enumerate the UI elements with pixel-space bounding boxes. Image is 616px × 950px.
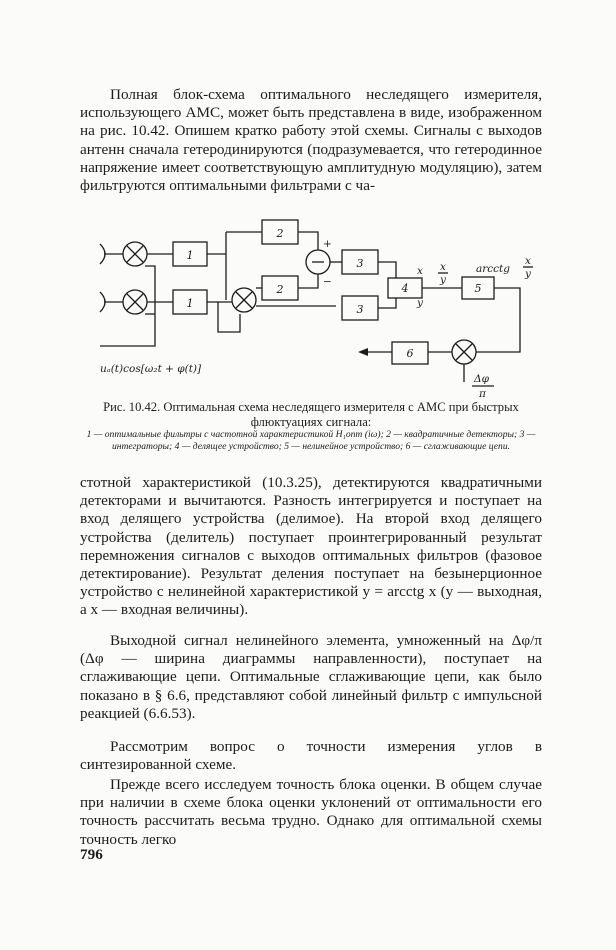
- plus-sign: +: [323, 238, 332, 250]
- figure-caption: [80, 400, 542, 453]
- paragraph-description-text: стотной характеристикой (10.3.25), детектируются квадратичными детекторами и вычитаются. Разность интегрируется и поступает на вход делящего устройства (делимое). На второй вход делящего устройства (делитель) поступает проинтегрированный результат перемножения сигналов с выходов оптимальных фильтров (фазовое детектирование). Результат деления поступает на безынерционное устройство с нелинейной характеристикой y = arcctg x (y — выходная, а x — входная величины).: [80, 474, 542, 619]
- antenna-upper: [100, 244, 123, 264]
- block-3-upper-label: 3: [356, 257, 364, 270]
- block-6-label: 6: [406, 347, 414, 360]
- integrator-upper: [342, 250, 378, 274]
- paragraph-description: [80, 474, 542, 620]
- output-arrow-icon: [358, 348, 368, 356]
- detector-upper: [262, 220, 298, 244]
- block-3-lower-label: 3: [356, 303, 364, 316]
- divider: [388, 278, 422, 298]
- block-1-lower-label: 1: [186, 297, 194, 310]
- caption-title: Рис. 10.42. Оптимальная схема неследящего измерителя с АМС при быстрых флюктуациях сигнала:: [103, 400, 519, 429]
- arcctg-denominator: y: [525, 268, 531, 280]
- ratio-denominator: y: [440, 274, 446, 286]
- signal-x-label: x: [417, 265, 423, 277]
- paragraph-output-text: Выходной сигнал нелинейного элемента, умноженный на Δφ/π (Δφ — ширина диаграммы направленности), поступает на сглаживающие цепи. Оптимальные сглаживающие цепи, как было показано в § 6.6, представляют собой линейный фильтр с импульсной реакцией (6.6.53).: [80, 632, 542, 722]
- phase-detector-multiplier: [232, 288, 256, 312]
- filter-upper: [173, 242, 207, 266]
- smoothing-circuit: [392, 342, 428, 364]
- block-2-lower-label: 2: [276, 283, 284, 296]
- nonlinear-unit: [462, 277, 494, 299]
- ratio-numerator: x: [440, 261, 446, 273]
- arcctg-numerator: x: [525, 255, 531, 267]
- paragraph-accuracy: [80, 776, 542, 849]
- caption-legend: 1 — оптимальные фильтры с частотной характеристикой H₁опт (iω); 2 — квадратичные детекторы; 3 — интеграторы; 4 — делящее устройство; 5 — нелинейное устройство; 6 — сглаживающие цепи.: [86, 429, 536, 452]
- input-signal-label: uₐ(t)cos[ω₂t + φ(t)]: [100, 363, 202, 375]
- minus-sign: −: [323, 276, 332, 288]
- page-number: 796: [80, 846, 103, 863]
- detector-lower: [262, 276, 298, 300]
- paragraph-accuracy-text: Прежде всего исследуем точность блока оценки. В общем случае при наличии в схеме блока оценки уклонений от оптимальности его точность рассчитать весьма трудно. Однако для оптимальной схемы точность легко: [80, 776, 542, 848]
- block-diagram: [0, 0, 616, 400]
- paragraph-output: [80, 632, 542, 723]
- block-4-label: 4: [401, 282, 409, 295]
- paragraph-question: [80, 738, 542, 774]
- signal-y-label: y: [417, 297, 423, 309]
- block-1-upper-label: 1: [186, 249, 194, 262]
- mixer-upper: [123, 242, 147, 266]
- dphi-denominator: π: [479, 388, 486, 400]
- subtractor: [306, 238, 332, 288]
- block-2-upper-label: 2: [276, 227, 284, 240]
- antenna-lower: [100, 292, 123, 312]
- block-5-label: 5: [474, 282, 482, 295]
- paragraph-question-text: Рассмотрим вопрос о точности измерения углов в синтезированной схеме.: [80, 738, 542, 774]
- filter-lower: [173, 290, 207, 314]
- integrator-lower: [342, 296, 378, 320]
- dphi-numerator: Δφ: [474, 373, 489, 385]
- output-multiplier: [452, 340, 476, 364]
- mixer-lower: [123, 290, 147, 314]
- paragraph-intro-text: Полная блок-схема оптимального неследящего измерителя, использующего АМС, может быть представлена в виде, изображенном на рис. 10.42. Опишем кратко работу этой схемы. Сигналы с выходов антенн сначала гетеродинируются (подразумевается, что гетеродинное напряжение имеет соответствующую амплитудную модуляцию), затем фильтруются оптимальными фильтрами с ча-: [80, 86, 542, 195]
- arcctg-label: arcctg: [476, 263, 510, 275]
